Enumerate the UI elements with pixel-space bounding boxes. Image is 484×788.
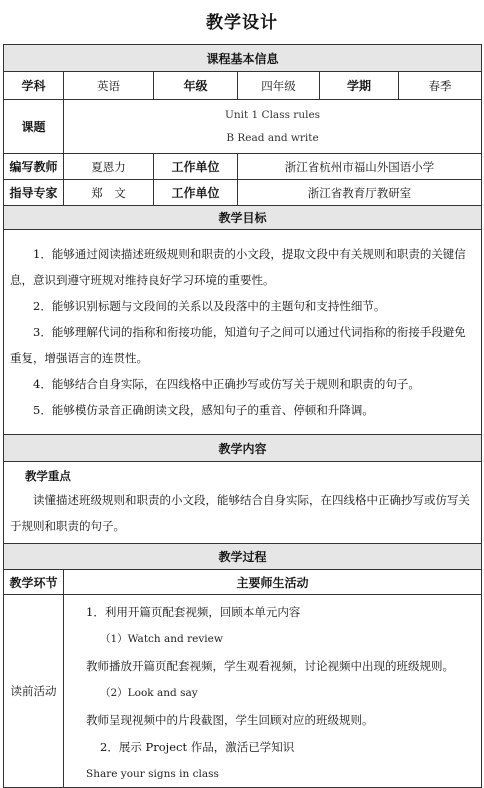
objectives-list — [4, 230, 482, 435]
advisor-unit-value: 浙江省教育厅教研室 — [238, 180, 482, 206]
activity-description: Share your signs in class — [86, 768, 219, 780]
objectives-row — [4, 230, 482, 435]
topic-line-part: B Read and write — [226, 131, 319, 144]
objectives-header: 教学目标 — [4, 206, 482, 230]
activity-substep: （1）Watch and review — [100, 633, 223, 645]
stage-column-header: 教学环节 — [4, 570, 64, 595]
activity-substep: （2）Look and say — [100, 687, 198, 699]
process-columns-row — [4, 570, 482, 595]
term-value: 春季 — [399, 72, 482, 100]
grade-value: 四年级 — [238, 72, 320, 100]
objective-item: 3．能够理解代词的指称和衔接功能，知道句子之间可以通过代词指称的衔接手段避免重复，增强语言的连贯性。 — [10, 324, 466, 365]
basic-info-header-row — [4, 45, 482, 72]
grade-label: 年级 — [154, 72, 238, 100]
advisor-label: 指导专家 — [4, 180, 64, 206]
lesson-plan-table — [3, 44, 482, 788]
objective-item: 5．能够模仿录音正确朗读文段，感知句子的重音、停顿和升降调。 — [33, 402, 374, 417]
focus-text: 读懂描述班级规则和职责的小文段，能够结合自身实际，在四线格中正确抄写或仿写关于规则和职责的句子。 — [10, 493, 470, 533]
content-header: 教学内容 — [4, 435, 482, 462]
activity-description: 教师播放开篇页配套视频，学生观看视频，讨论视频中出现的班级规则。 — [86, 659, 454, 673]
teacher-label: 编写教师 — [4, 154, 64, 180]
pre-reading-row — [4, 595, 482, 788]
stage-name: 读前活动 — [4, 595, 64, 788]
advisor-row — [4, 180, 482, 206]
advisor-value: 郑 文 — [64, 180, 154, 206]
objective-item: 4．能够结合自身实际，在四线格中正确抄写或仿写关于规则和职责的句子。 — [33, 376, 420, 391]
activity-list — [64, 595, 482, 788]
objectives-header-row — [4, 206, 482, 230]
content-row — [4, 462, 482, 544]
teacher-value: 夏恩力 — [64, 154, 154, 180]
content-block — [4, 462, 482, 544]
document-title: 教学设计 — [206, 13, 278, 33]
process-header: 教学过程 — [4, 544, 482, 570]
topic-label: 课题 — [4, 100, 64, 154]
activity-step: 1．利用开篇页配套视频，回顾本单元内容 — [86, 605, 301, 619]
objective-item: 1．能够通过阅读描述班级规则和职责的小文段，提取文段中有关规则和职责的关键信息，意识到遵守班规对维持良好学习环境的重要性。 — [10, 246, 466, 287]
subject-value: 英语 — [64, 72, 154, 100]
basic-info-header: 课程基本信息 — [4, 45, 482, 72]
focus-title: 教学重点 — [24, 469, 71, 483]
teacher-unit-value: 浙江省杭州市福山外国语小学 — [238, 154, 482, 180]
teacher-row — [4, 154, 482, 180]
activity-step: 2．展示 Project 作品，激活已学知识 — [100, 740, 295, 754]
teacher-unit-label: 工作单位 — [154, 154, 238, 180]
topic-line-unit: Unit 1 Class rules — [225, 108, 321, 121]
content-header-row — [4, 435, 482, 462]
activity-column-header: 主要师生活动 — [64, 570, 482, 595]
advisor-unit-label: 工作单位 — [154, 180, 238, 206]
subject-label: 学科 — [4, 72, 64, 100]
topic-value — [64, 100, 482, 154]
activity-description: 教师呈现视频中的片段截图，学生回顾对应的班级规则。 — [86, 713, 374, 727]
subject-row — [4, 72, 482, 100]
process-header-row — [4, 544, 482, 570]
topic-row — [4, 100, 482, 154]
objective-item: 2．能够识别标题与文段间的关系以及段落中的主题句和支持性细节。 — [33, 298, 386, 313]
term-label: 学期 — [320, 72, 399, 100]
